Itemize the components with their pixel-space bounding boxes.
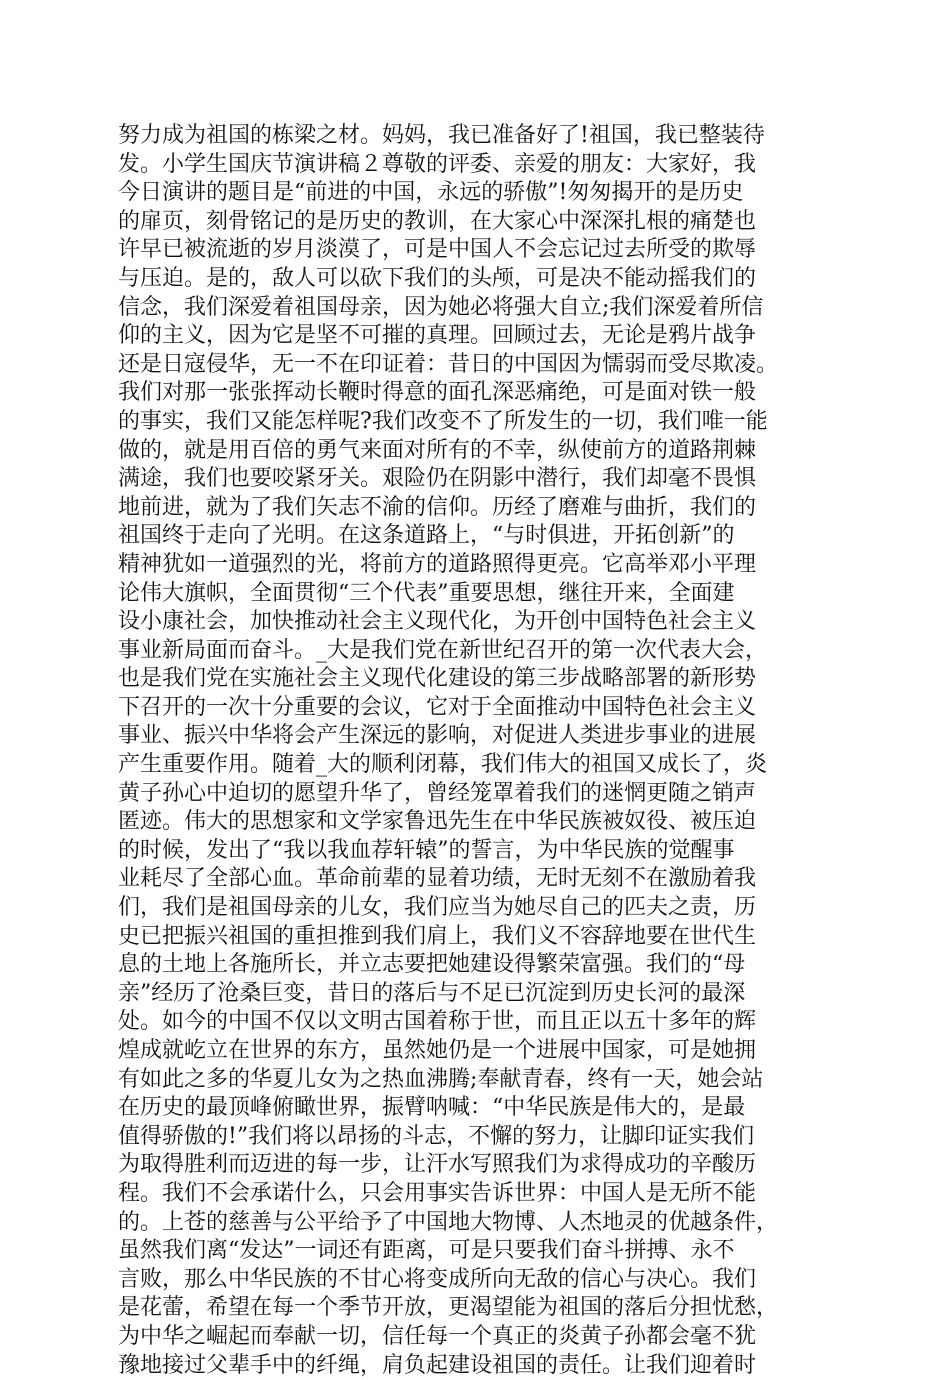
text-line: 有如此之多的华夏儿女为之热血沸腾;奉献青春，终有一天，她会站 [118, 1066, 764, 1092]
text-line: 我们对那一张张挥动长鞭时得意的面孔深恶痛绝，可是面对铁一般 [118, 380, 757, 406]
text-line: 们，我们是祖国母亲的儿女，我们应当为她尽自己的匹夫之责，历 [118, 895, 757, 921]
text-line: 言败，那么中华民族的不甘心将变成所向无敌的信心与决心。我们 [118, 1266, 757, 1292]
text-line: 的扉页，刻骨铭记的是历史的教训，在大家心中深深扎根的痛楚也 [118, 208, 757, 234]
text-line: 做的，就是用百倍的勇气来面对所有的不幸，纵使前方的道路荆棘 [118, 437, 757, 463]
text-line: 祖国终于走向了光明。在这条道路上，“与时俱进，开拓创新”的 [118, 523, 735, 549]
text-line: 是花蕾，希望在每一个季节开放，更渴望能为祖国的落后分担忧愁， [118, 1295, 779, 1321]
text-line: 地前进，就为了我们矢志不渝的信仰。历经了磨难与曲折，我们的 [118, 494, 757, 520]
text-line: 努力成为祖国的栋梁之材。妈妈，我已准备好了!祖国，我已整装待 [118, 123, 765, 148]
text-line: 史已把振兴祖国的重担推到我们肩上，我们义不容辞地要在世代生 [118, 923, 757, 949]
text-line: 仰的主义，因为它是坚不可摧的真理。回顾过去，无论是鸦片战争 [118, 323, 757, 349]
text-line: 的。上苍的慈善与公平给予了中国地大物博、人杰地灵的优越条件， [118, 1209, 779, 1235]
text-line: 事业新局面而奋斗。_大是我们党在新世纪召开的第一次代表大会， [118, 637, 768, 663]
text-line: 值得骄傲的!”我们将以昂扬的斗志，不懈的努力，让脚印证实我们 [118, 1123, 755, 1149]
text-line: 设小康社会，加快推动社会主义现代化，为开创中国特色社会主义 [118, 609, 757, 635]
text-line: 信念，我们深爱着祖国母亲，因为她必将强大自立;我们深爱着所信 [118, 294, 764, 320]
text-line: 与压迫。是的，敌人可以砍下我们的头颅，可是决不能动摇我们的 [118, 265, 757, 291]
text-line: 产生重要作用。随着_大的顺利闭幕，我们伟大的祖国又成长了，炎 [118, 752, 768, 778]
text-line: 满途，我们也要咬紧牙关。艰险仍在阴影中潜行，我们却毫不畏惧 [118, 466, 757, 492]
text-line: 黄子孙心中迫切的愿望升华了，曾经笼罩着我们的迷惘更随之销声 [118, 780, 757, 806]
text-line: 的事实，我们又能怎样呢?我们改变不了所发生的一切，我们唯一能 [118, 408, 768, 434]
text-line: 息的土地上各施所长，并立志要把她建设得繁荣富强。我们的“母 [118, 952, 746, 978]
text-line: 下召开的一次十分重要的会议，它对于全面推动中国特色社会主义 [118, 694, 757, 720]
text-line: 煌成就屹立在世界的东方，虽然她仍是一个进展中国家，可是她拥 [118, 1038, 757, 1063]
text-line: 程。我们不会承诺什么，只会用事实告诉世界：中国人是无所不能 [118, 1180, 757, 1206]
text-line: 豫地接过父辈手中的纤绳，肩负起建设祖国的责任。让我们迎着时 [118, 1352, 757, 1378]
text-line: 也是我们党在实施社会主义现代化建设的第三步战略部署的新形势 [118, 666, 757, 692]
text-line: 今日演讲的题目是“前进的中国，永远的骄傲”!匆匆揭开的是历史 [118, 180, 744, 206]
text-line: 处。如今的中国不仅以文明古国着称于世，而且正以五十多年的辉 [118, 1009, 757, 1035]
body-text [118, 122, 832, 1380]
text-line: 发。小学生国庆节演讲稿２尊敬的评委、亲爱的朋友：大家好，我 [118, 151, 757, 177]
text-line: 为取得胜利而迈进的每一步，让汗水写照我们为求得成功的辛酸历 [118, 1152, 757, 1178]
text-line: 匿迹。伟大的思想家和文学家鲁迅先生在中华民族被奴役、被压迫 [118, 809, 757, 835]
text-line: 业耗尽了全部心血。革命前辈的显着功绩，无时无刻不在激励着我 [118, 866, 757, 892]
text-line: 虽然我们离“发达”一词还有距离，可是只要我们奋斗拼搏、永不 [118, 1238, 735, 1264]
text-line: 论伟大旗帜，全面贯彻“三个代表”重要思想，继往开来，全面建 [118, 580, 735, 606]
text-line: 为中华之崛起而奉献一切，信任每一个真正的炎黄子孙都会毫不犹 [118, 1323, 757, 1349]
text-line: 许早已被流逝的岁月淡漠了，可是中国人不会忘记过去所受的欺辱 [118, 237, 757, 263]
text-line: 事业、振兴中华将会产生深远的影响，对促进人类进步事业的进展 [118, 723, 757, 749]
text-line: 在历史的最顶峰俯瞰世界，振臂呐喊：“中华民族是伟大的，是最 [118, 1095, 746, 1121]
text-line: 还是日寇侵华，无一不在印证着：昔日的中国因为懦弱而受尽欺凌。 [118, 351, 779, 377]
text-line: 亲”经历了沧桑巨变，昔日的落后与不足已沉淀到历史长河的最深 [118, 980, 746, 1006]
text-line: 精神犹如一道强烈的光，将前方的道路照得更亮。它高举邓小平理 [118, 551, 757, 577]
text-line: 的时候，发出了“我以我血荐轩辕”的誓言，为中华民族的觉醒事 [118, 837, 735, 863]
